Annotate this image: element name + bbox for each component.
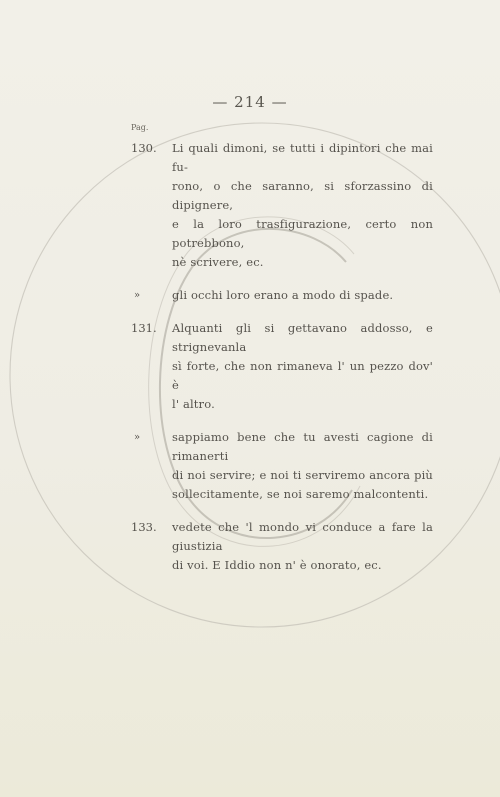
entry-line: sì forte, che non rimaneva l' un pezzo dov' è bbox=[172, 359, 433, 392]
pag-label: Pag. bbox=[131, 123, 149, 132]
entry-line: Li quali dimoni, se tutti i dipintori che mai fu- bbox=[172, 141, 433, 174]
entry-133 bbox=[131, 518, 433, 575]
entry-131 bbox=[131, 319, 433, 414]
entry-line: di voi. E Iddio non n' è onorato, ec. bbox=[172, 558, 382, 572]
entry-130 bbox=[131, 139, 433, 272]
entry-line: di noi servire; e noi ti serviremo ancora più bbox=[172, 468, 433, 482]
entries-list bbox=[131, 139, 433, 589]
entry-number: 133. bbox=[131, 520, 157, 534]
entry-line: l' altro. bbox=[172, 397, 215, 411]
entry-line: sollecitamente, se noi saremo malcontenti. bbox=[172, 487, 429, 501]
page-number: — 214 — bbox=[212, 93, 288, 111]
entry-line: gli occhi loro erano a modo di spade. bbox=[172, 288, 394, 302]
entry-line: rono, o che saranno, si sforzassino di dipignere, bbox=[172, 179, 433, 212]
entry-number: 131. bbox=[131, 321, 157, 335]
entry-line: Alquanti gli si gettavano addosso, e strignevanla bbox=[172, 321, 433, 354]
entry-line: e la loro trasfigurazione, certo non potrebbono, bbox=[172, 217, 433, 250]
entry-line: sappiamo bene che tu avesti cagione di rimanerti bbox=[172, 430, 433, 463]
entry-ditto-mark: » bbox=[134, 290, 141, 301]
entry-number: 130. bbox=[131, 141, 157, 155]
entry-line: vedete che 'l mondo vi conduce a fare la giustizia bbox=[172, 520, 433, 553]
entry-131-cont bbox=[131, 428, 433, 504]
entry-ditto-mark: » bbox=[134, 432, 141, 443]
entry-line: nè scrivere, ec. bbox=[172, 255, 264, 269]
entry-130-cont bbox=[131, 286, 433, 305]
